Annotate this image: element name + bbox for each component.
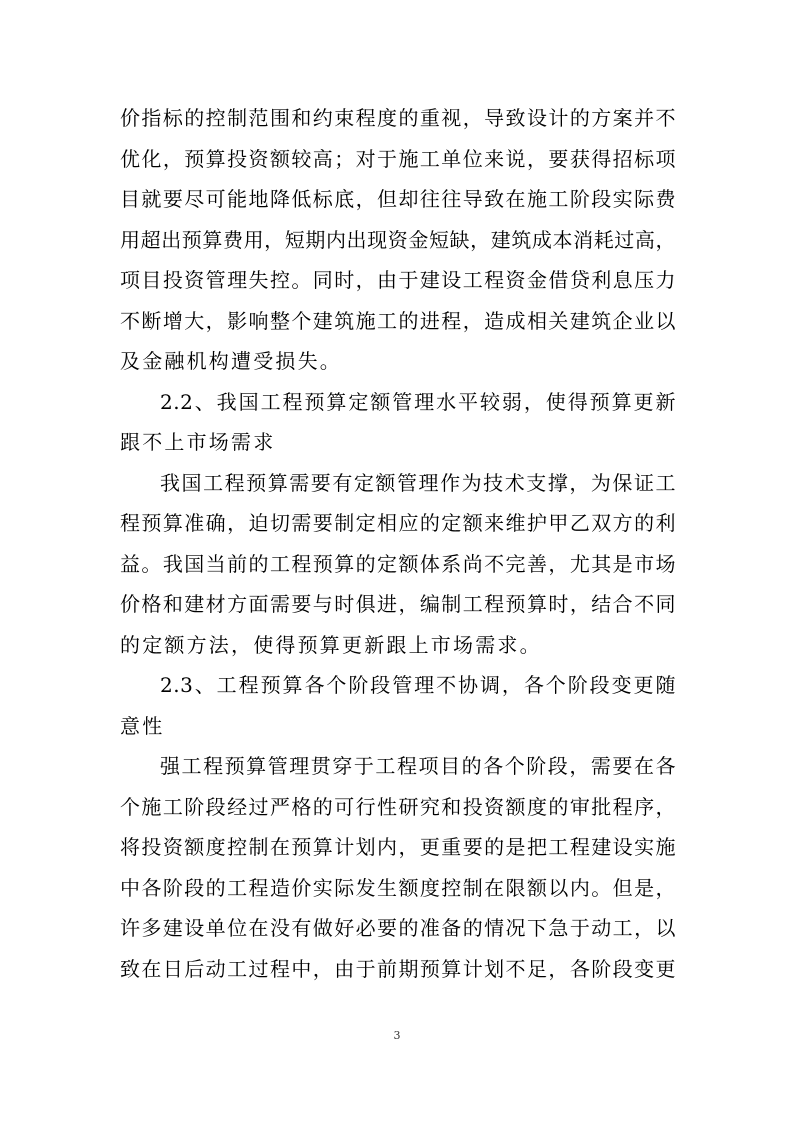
text-line: 致在日后动工过程中，由于前期预算计划不足，各阶段变更 <box>120 956 676 981</box>
text-line: 不断增大，影响整个建筑施工的进程，造成相关建筑企业以 <box>120 308 676 333</box>
text-line: 的定额方法，使得预算更新跟上市场需求。 <box>120 632 542 657</box>
text-line: 价格和建材方面需要与时俱进，编制工程预算时，结合不同 <box>120 592 676 616</box>
text-line: 强工程预算管理贯穿于工程项目的各个阶段，需要在各 <box>160 754 676 778</box>
page-number: 3 <box>393 1029 401 1042</box>
text-line: 项目投资管理失控。同时，由于建设工程资金借贷利息压力 <box>120 268 676 292</box>
text-line: 用超出预算费用，短期内出现资金短缺，建筑成本消耗过高， <box>120 227 676 252</box>
section-heading-2-3: 2.3、工程预算各个阶段管理不协调，各个阶段变更随 <box>160 673 676 697</box>
text-line: 许多建设单位在没有做好必要的准备的情况下急于动工，以 <box>120 916 676 940</box>
text-line: 益。我国当前的工程预算的定额体系尚不完善，尤其是市场 <box>120 551 676 576</box>
text-line: 及金融机构遭受损失。 <box>120 349 342 373</box>
text-line: 程预算准确，迫切需要制定相应的定额来维护甲乙双方的利 <box>120 511 676 535</box>
section-heading-2-3-continued: 意性 <box>120 713 165 738</box>
text-line: 我国工程预算需要有定额管理作为技术支撑，为保证工 <box>160 470 676 495</box>
text-line: 中各阶段的工程造价实际发生额度控制在限额以内。但是， <box>120 875 676 900</box>
section-heading-2-2-continued: 跟不上市场需求 <box>120 430 276 454</box>
text-line: 价指标的控制范围和约束程度的重视，导致设计的方案并不 <box>120 106 676 130</box>
text-line: 将投资额度控制在预算计划内，更重要的是把工程建设实施 <box>120 835 676 859</box>
text-line: 目就要尽可能地降低标底，但却往往导致在施工阶段实际费 <box>120 187 676 211</box>
section-heading-2-2: 2.2、我国工程预算定额管理水平较弱，使得预算更新 <box>160 389 676 414</box>
body-text <box>120 98 676 989</box>
text-line: 个施工阶段经过严格的可行性研究和投资额度的审批程序， <box>120 794 676 819</box>
text-line: 优化，预算投资额较高；对于施工单位来说，要获得招标项 <box>120 146 676 171</box>
